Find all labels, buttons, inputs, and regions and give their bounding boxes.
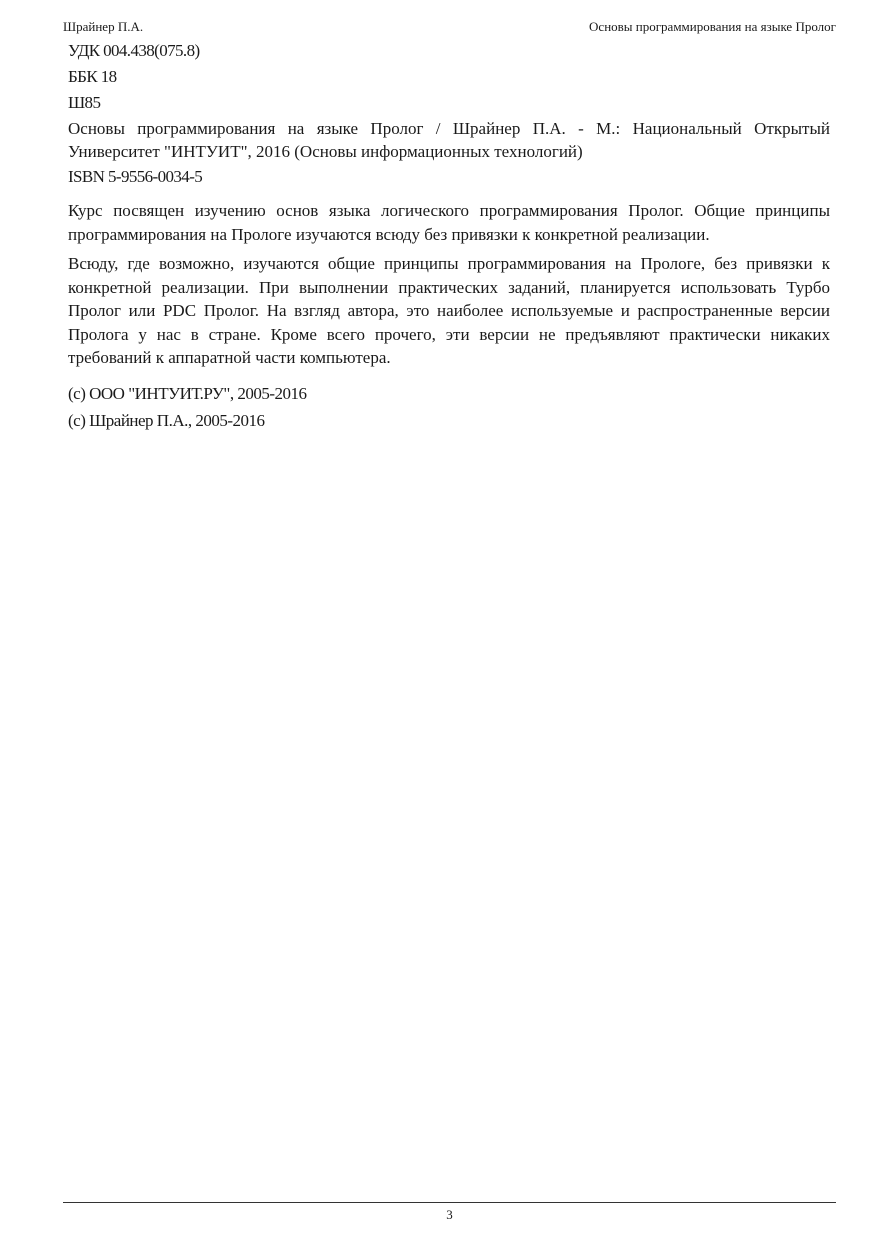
footer-divider (63, 1202, 836, 1203)
udk-code: УДК 004.438(075.8) (68, 41, 200, 60)
bbk-code: ББК 18 (68, 67, 117, 86)
header-author: Шрайнер П.А. (63, 19, 144, 34)
abstract-paragraph: Курс посвящен изучению основ языка логического программирования Пролог. Общие принципы программирования на Прологе изучаются всюду без привязки к конкретной реализации. (68, 201, 830, 244)
copyright-line: (c) ООО "ИНТУИТ.РУ", 2005-2016 (68, 383, 307, 403)
running-header (63, 17, 836, 37)
abstract-paragraph: Всюду, где возможно, изучаются общие принципы программирования на Прологе, без привязки к конкретной реализации. При выполнении практических заданий, планируется использовать Турбо Пролог или PDC Пролог. На взгляд автора, это наиболее используемые и распространенные версии Пролога у нас в стране. Кроме всего прочего, эти версии не предъявляют практически никаких требований к аппаратной части компьютера. (68, 254, 830, 367)
header-book-title: Основы программирования на языке Пролог (589, 19, 836, 34)
author-mark: Ш85 (68, 93, 101, 112)
page-number: 3 (446, 1207, 453, 1222)
copyright-line: (c) Шрайнер П.А., 2005-2016 (68, 410, 265, 430)
page-content (68, 38, 830, 434)
isbn: ISBN 5-9556-0034-5 (68, 167, 203, 186)
bibliographic-record: Основы программирования на языке Пролог / Шрайнер П.А. - М.: Национальный Открытый Университет "ИНТУИТ", 2016 (Основы информационных технологий) (68, 119, 830, 161)
